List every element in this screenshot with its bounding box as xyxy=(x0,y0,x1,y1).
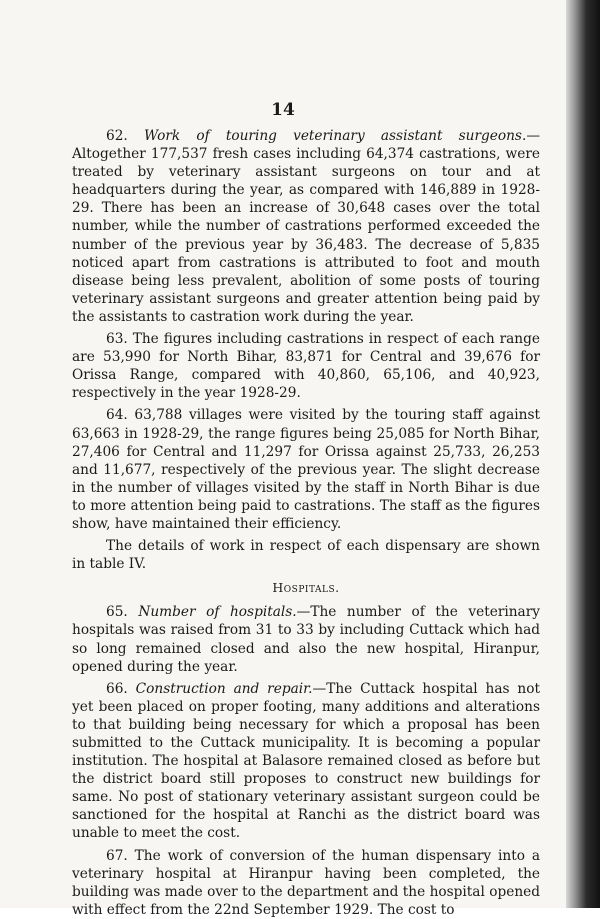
paragraph-text: —Altogether 177,537 fresh cases including 64,374 castrations, were treated by veterinary assistant surgeons on tour and at headquarters during the year, as compared with 146,889 in 1928-29. There has been an increase of 30,648 cases over the total number, while the number of castrations performed exceeded the number of the previous year by 36,483. The decrease of 5,835 noticed apart from castrations is attributed to foot and mouth disease being less prevalent, abolition of some posts of touring veterinary assistant surgeons and greater attention being paid by the assistants to castration work during the year. xyxy=(72,128,540,325)
paragraph-heading: Work of touring veterinary assistant surgeons. xyxy=(143,128,527,144)
paragraph-64: 64. 63,788 villages were visited by the touring staff against 63,663 in 1928-29, the range figures being 25,085 for North Bihar, 27,406 for Central and 11,297 for Orissa against 25,733, 26,253 and 11,677, respectively of the previous year. The slight decrease in the number of villages visited by the staff in North Bihar is due to more attention being paid to castrations. The staff as the figures show, have maintained their efficiency. xyxy=(72,407,540,532)
paragraph-heading: Construction and repair. xyxy=(135,680,313,697)
paragraph-text: —The number of the veterinary hospitals was raised from 31 to 33 by including Cuttack which had so long remained closed and also the new hospital, Hiranpur, opened during the year. xyxy=(72,604,540,675)
paragraph-67: 67. The work of conversion of the human dispensary into a veterinary hospital at Hiranpur having been completed, the building was made over to the department and the hospital opened with effect from the 22nd September 1929. The cost to xyxy=(72,847,540,918)
paragraph-number: 65. xyxy=(106,604,128,621)
paragraph-63: 63. The figures including castrations in respect of each range are 53,990 for North Bihar, 83,871 for Central and 39,676 for Orissa Range, compared with 40,860, 65,106, and 40,923, respectively in the year 1928-29. xyxy=(72,331,540,402)
page-body xyxy=(72,127,540,919)
page-number: 14 xyxy=(271,100,295,120)
paragraph-number: 66. xyxy=(106,680,128,697)
paragraph-text: —The Cuttack hospital has not yet been placed on proper footing, many additions and alterations to that building being necessary for which a proposal has been submitted to the Cuttack municipality. It is becoming a popular institution. The hospital at Balasore remained closed as before but the district board still proposes to construct new buildings for same. No post of stationary veterinary assistant surgeon could be sanctioned for the hospital at Ranchi as the district board was unable to meet the cost. xyxy=(72,680,540,842)
paragraph-number: 62. xyxy=(106,128,128,144)
paragraph-heading: Number of hospitals. xyxy=(138,604,297,621)
paragraph-65 xyxy=(72,603,540,675)
paragraph-details: The details of work in respect of each dispensary are shown in table IV. xyxy=(72,538,540,573)
paragraph-66 xyxy=(72,680,540,843)
section-heading: Hospitals. xyxy=(272,580,340,596)
book-binding-edge xyxy=(566,0,600,908)
paragraph-62 xyxy=(72,127,540,326)
